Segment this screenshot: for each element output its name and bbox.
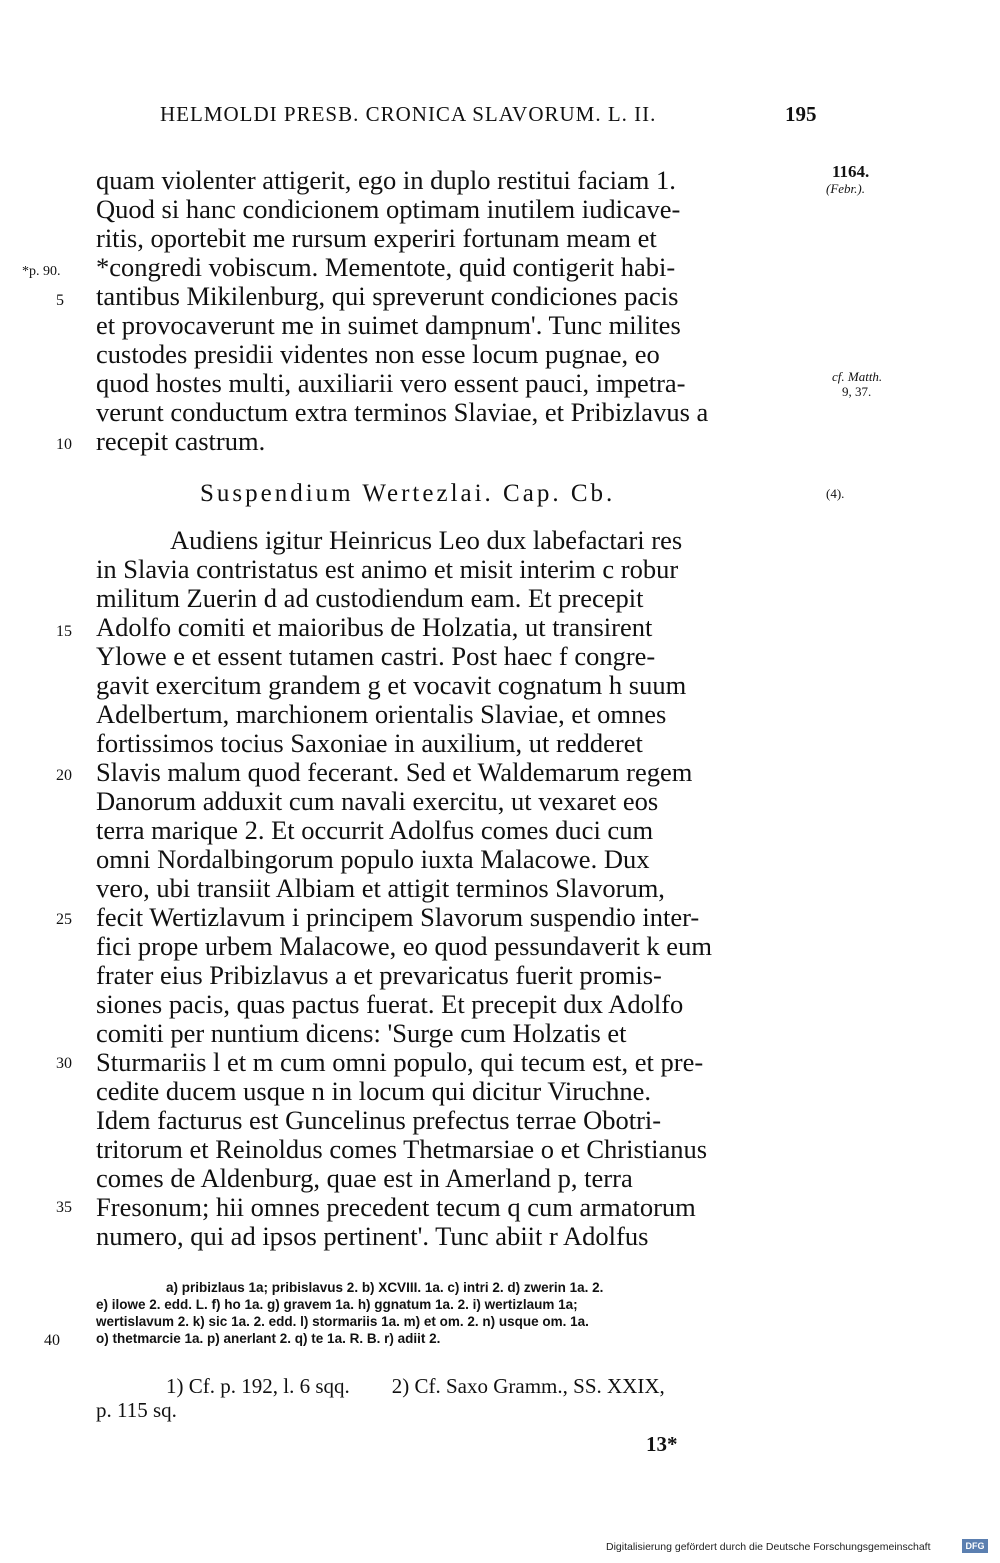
variant-note: wertislavum 2. k) sic 1a. 2. edd. l) stormariis 1a. m) et om. 2. n) usque om. 1a. <box>96 1314 589 1329</box>
margin-month: (Febr.). <box>826 181 865 196</box>
line-number: 35 <box>56 1199 72 1216</box>
body-line: custodes presidii videntes non esse locum pugnae, eo <box>96 339 660 369</box>
page-number: 195 <box>785 102 817 126</box>
variant-note: e) ilowe 2. edd. L. f) ho 1a. g) gravem 1a. h) ggnatum 1a. 2. i) wertizlaum 1a; <box>96 1297 578 1312</box>
body-line: Fresonum; hii omnes precedent tecum q cum armatorum <box>96 1192 696 1222</box>
body-line: Adolfo comiti et maioribus de Holzatia, ut transirent <box>96 612 653 642</box>
body-line: fici prope urbem Malacowe, eo quod pessundaverit k eum <box>96 931 712 961</box>
line-number: 40 <box>44 1332 60 1349</box>
body-line: Audiens igitur Heinricus Leo dux labefactari res <box>170 525 683 555</box>
body-line: Quod si hanc condicionem optimam inutilem iudicave- <box>96 194 681 224</box>
line-number: 15 <box>56 623 72 640</box>
body-line: Ylowe e et essent tutamen castri. Post haec f congre- <box>96 641 656 671</box>
body-line: Sturmariis l et m cum omni populo, qui tecum est, et pre- <box>96 1047 704 1077</box>
body-line: comiti per nuntium dicens: 'Surge cum Holzatis et <box>96 1018 627 1048</box>
body-line: ritis, oportebit me rursum experiri fortunam meam et <box>96 223 657 253</box>
variant-note: o) thetmarcie 1a. p) anerlant 2. q) te 1a. R. B. r) adiit 2. <box>96 1331 441 1346</box>
body-line: quam violenter attigerit, ego in duplo restitui faciam 1. <box>96 165 676 195</box>
signature-mark: 13* <box>646 1432 678 1456</box>
line-number: 5 <box>56 292 64 309</box>
body-line: terra marique 2. Et occurrit Adolfus comes duci cum <box>96 815 654 845</box>
line-number: 20 <box>56 767 72 784</box>
body-line: tritorum et Reinoldus comes Thetmarsiae o et Christianus <box>96 1134 708 1164</box>
body-line: in Slavia contristatus est animo et misit interim c robur <box>96 554 679 584</box>
body-line: Danorum adduxit cum navali exercitu, ut vexaret eos <box>96 786 659 816</box>
running-head: HELMOLDI PRESB. CRONICA SLAVORUM. L. II. <box>160 102 657 126</box>
body-line: numero, qui ad ipsos pertinent'. Tunc abiit r Adolfus <box>96 1221 649 1251</box>
body-line: fecit Wertizlavum i principem Slavorum suspendio inter- <box>96 902 700 932</box>
body-line: siones pacis, quas pactus fuerat. Et precepit dux Adolfo <box>96 989 684 1019</box>
margin-chapter-note: (4). <box>826 486 845 501</box>
dfg-logo: DFG <box>962 1539 988 1553</box>
body-line: vero, ubi transiit Albiam et attigit terminos Slavorum, <box>96 873 665 903</box>
margin-page-ref: *p. 90. <box>22 264 61 279</box>
variant-note: a) pribizlaus 1a; pribislavus 2. b) XCVIII. 1a. c) intri 2. d) zwerin 1a. 2. <box>166 1280 604 1295</box>
body-line: verunt conductum extra terminos Slaviae, et Pribizlavus a <box>96 397 709 427</box>
body-line: et provocaverunt me in suimet dampnum'. Tunc milites <box>96 310 681 340</box>
body-line: Adelbertum, marchionem orientalis Slaviae, et omnes <box>96 699 667 729</box>
funding-credit: Digitalisierung gefördert durch die Deutsche Forschungsgemeinschaft <box>606 1541 931 1553</box>
body-line: recepit castrum. <box>96 426 266 456</box>
body-line: fortissimos tocius Saxoniae in auxilium, ut redderet <box>96 728 643 758</box>
section-heading: Suspendium Wertezlai. Cap. Cb. <box>200 480 616 507</box>
body-line: quod hostes multi, auxiliarii vero essent pauci, impetra- <box>96 368 686 398</box>
body-line: frater eius Pribizlavus a et prevaricatus fuerit promis- <box>96 960 662 990</box>
body-line: militum Zuerin d ad custodiendum eam. Et precepit <box>96 583 644 613</box>
line-number: 30 <box>56 1055 72 1072</box>
margin-cf-matth: cf. Matth. <box>832 369 883 384</box>
body-line: gavit exercitum grandem g et vocavit cognatum h suum <box>96 670 687 700</box>
margin-year: 1164. <box>832 162 870 181</box>
body-line: Slavis malum quod fecerant. Sed et Waldemarum regem <box>96 757 693 787</box>
line-number: 10 <box>56 436 72 453</box>
margin-cf-matth-ref: 9, 37. <box>842 384 872 399</box>
source-note: p. 115 sq. <box>96 1398 177 1422</box>
body-line: omni Nordalbingorum populo iuxta Malacowe. Dux <box>96 844 650 874</box>
line-number: 25 <box>56 911 72 928</box>
body-line: cedite ducem usque n in locum qui dicitur Viruchne. <box>96 1076 652 1106</box>
body-line: *congredi vobiscum. Mementote, quid contigerit habi- <box>96 252 676 282</box>
body-line: Idem facturus est Guncelinus prefectus terrae Obotri- <box>96 1105 662 1135</box>
body-line: comes de Aldenburg, quae est in Amerland p, terra <box>96 1163 633 1193</box>
body-line: tantibus Mikilenburg, qui spreverunt condiciones pacis <box>96 281 679 311</box>
source-note: 1) Cf. p. 192, l. 6 sqq. 2) Cf. Saxo Gramm., SS. XXIX, <box>166 1374 665 1398</box>
